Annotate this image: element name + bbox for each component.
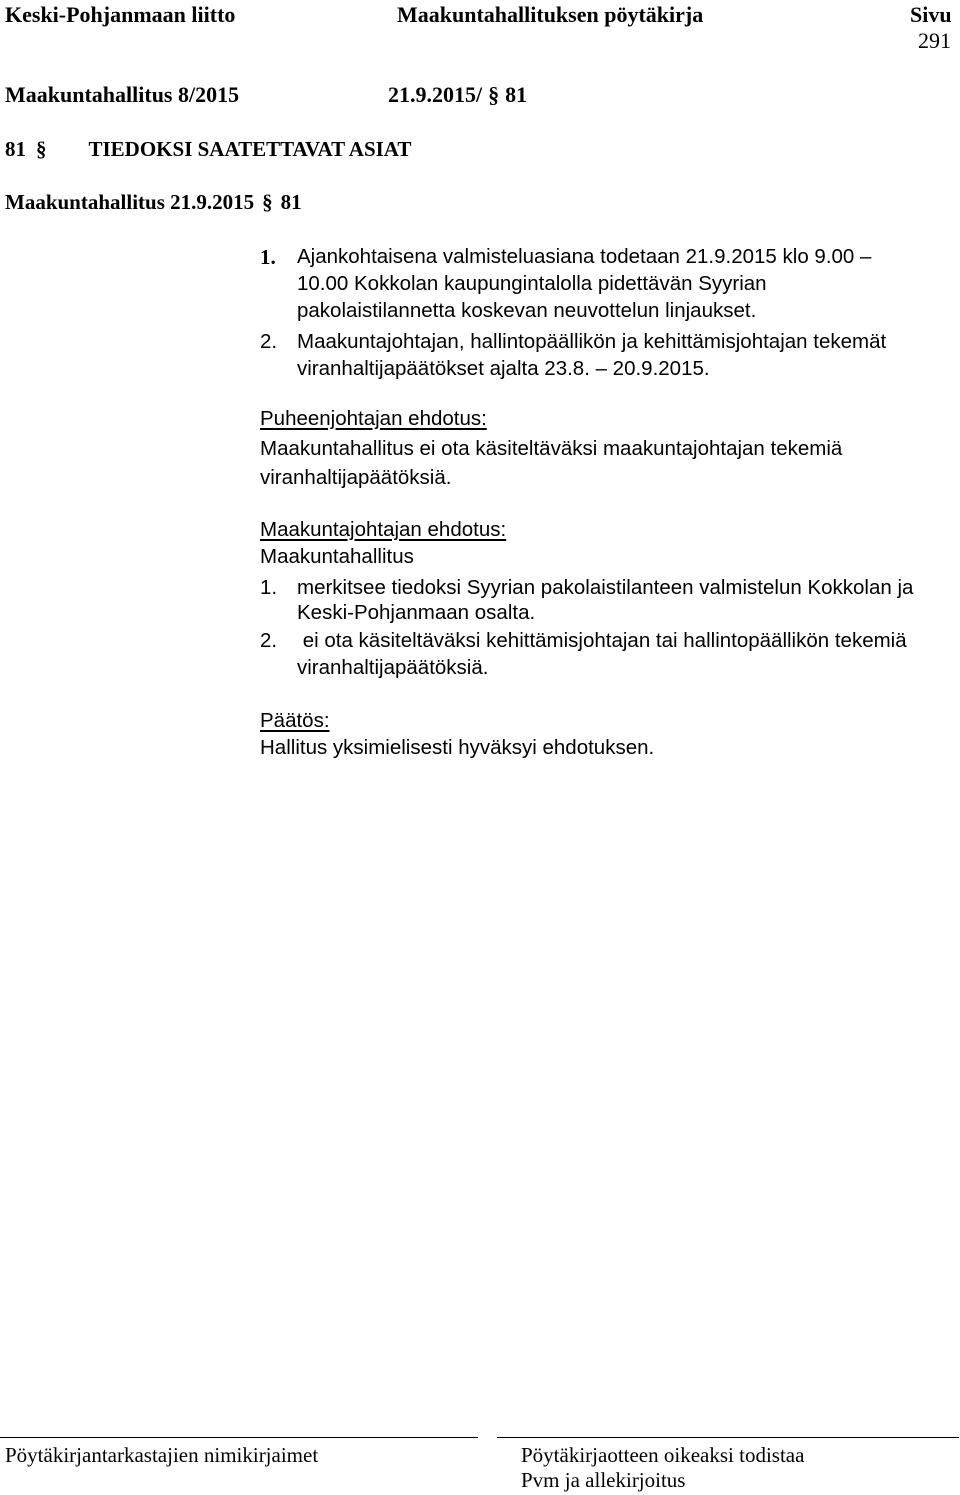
- footer-initials-label: Pöytäkirjantarkastajien nimikirjaimet: [5, 1443, 319, 1467]
- proposal-item-number: 1.: [260, 576, 278, 599]
- organization-name: Keski-Pohjanmaan liitto: [5, 2, 236, 27]
- page-number: 291: [918, 28, 951, 53]
- decision-text: Hallitus yksimielisesti hyväksyi ehdotuksen.: [260, 736, 655, 759]
- meeting-board: Maakuntahallitus 8/2015: [5, 82, 240, 107]
- footer-certification-label: Pöytäkirjaotteen oikeaksi todistaa: [521, 1443, 805, 1467]
- subheader-number: 81: [280, 190, 302, 214]
- footer-signature-label: Pvm ja allekirjoitus: [521, 1468, 686, 1492]
- item-title: TIEDOKSI SAATETTAVAT ASIAT: [88, 137, 412, 161]
- chair-proposal-line: Maakuntahallitus ei ota käsiteltäväksi maakuntajohtajan tekemiä: [260, 437, 843, 460]
- list-item-line: Maakuntajohtajan, hallintopäällikön ja kehittämisjohtajan tekemät: [297, 330, 887, 353]
- document-type: Maakuntahallituksen pöytäkirja: [397, 2, 704, 27]
- proposal-item-line: ei ota käsiteltäväksi kehittämisjohtajan tai hallintopäällikön tekemiä: [297, 629, 907, 652]
- item-number: 81: [5, 137, 26, 161]
- chair-proposal-heading: Puheenjohtajan ehdotus:: [260, 407, 487, 430]
- list-item-number: 1.: [260, 245, 276, 269]
- item-heading: [5, 137, 411, 162]
- page-label: Sivu: [910, 2, 952, 27]
- proposal-item-number: 2.: [260, 629, 278, 652]
- meeting-ref-date: 21.9.2015/: [388, 82, 483, 107]
- section-sign: §: [262, 190, 273, 214]
- footer-divider-left: [0, 1437, 478, 1438]
- list-item-line: pakolaistilannetta koskevan neuvottelun linjaukset.: [297, 299, 757, 322]
- director-proposal-heading: Maakuntajohtajan ehdotus:: [260, 518, 507, 541]
- decision-heading: Päätös:: [260, 709, 330, 732]
- item-subheader: [5, 190, 302, 215]
- list-item-number: 2.: [260, 330, 278, 353]
- chair-proposal-line: viranhaltijapäätöksiä.: [260, 466, 452, 489]
- list-item-line: Ajankohtaisena valmisteluasiana todetaan 21.9.2015 klo 9.00 –: [297, 245, 872, 268]
- director-proposal-intro: Maakuntahallitus: [260, 545, 414, 568]
- proposal-item-line: viranhaltijapäätöksiä.: [297, 656, 489, 679]
- section-sign: §: [488, 82, 500, 107]
- subheader-text: Maakuntahallitus 21.9.2015: [5, 190, 255, 214]
- proposal-item-line: Keski-Pohjanmaan osalta.: [297, 601, 536, 624]
- meeting-ref-number: 81: [505, 82, 528, 107]
- proposal-item-line: merkitsee tiedoksi Syyrian pakolaistilanteen valmistelun Kokkolan ja: [297, 576, 914, 599]
- list-item-line: viranhaltijapäätökset ajalta 23.8. – 20.9.2015.: [297, 357, 710, 380]
- list-item-line: 10.00 Kokkolan kaupungintalolla pidettävän Syyrian: [297, 272, 767, 295]
- meeting-ref: [388, 82, 527, 108]
- section-sign: §: [36, 137, 47, 161]
- footer-divider-right: [497, 1437, 959, 1438]
